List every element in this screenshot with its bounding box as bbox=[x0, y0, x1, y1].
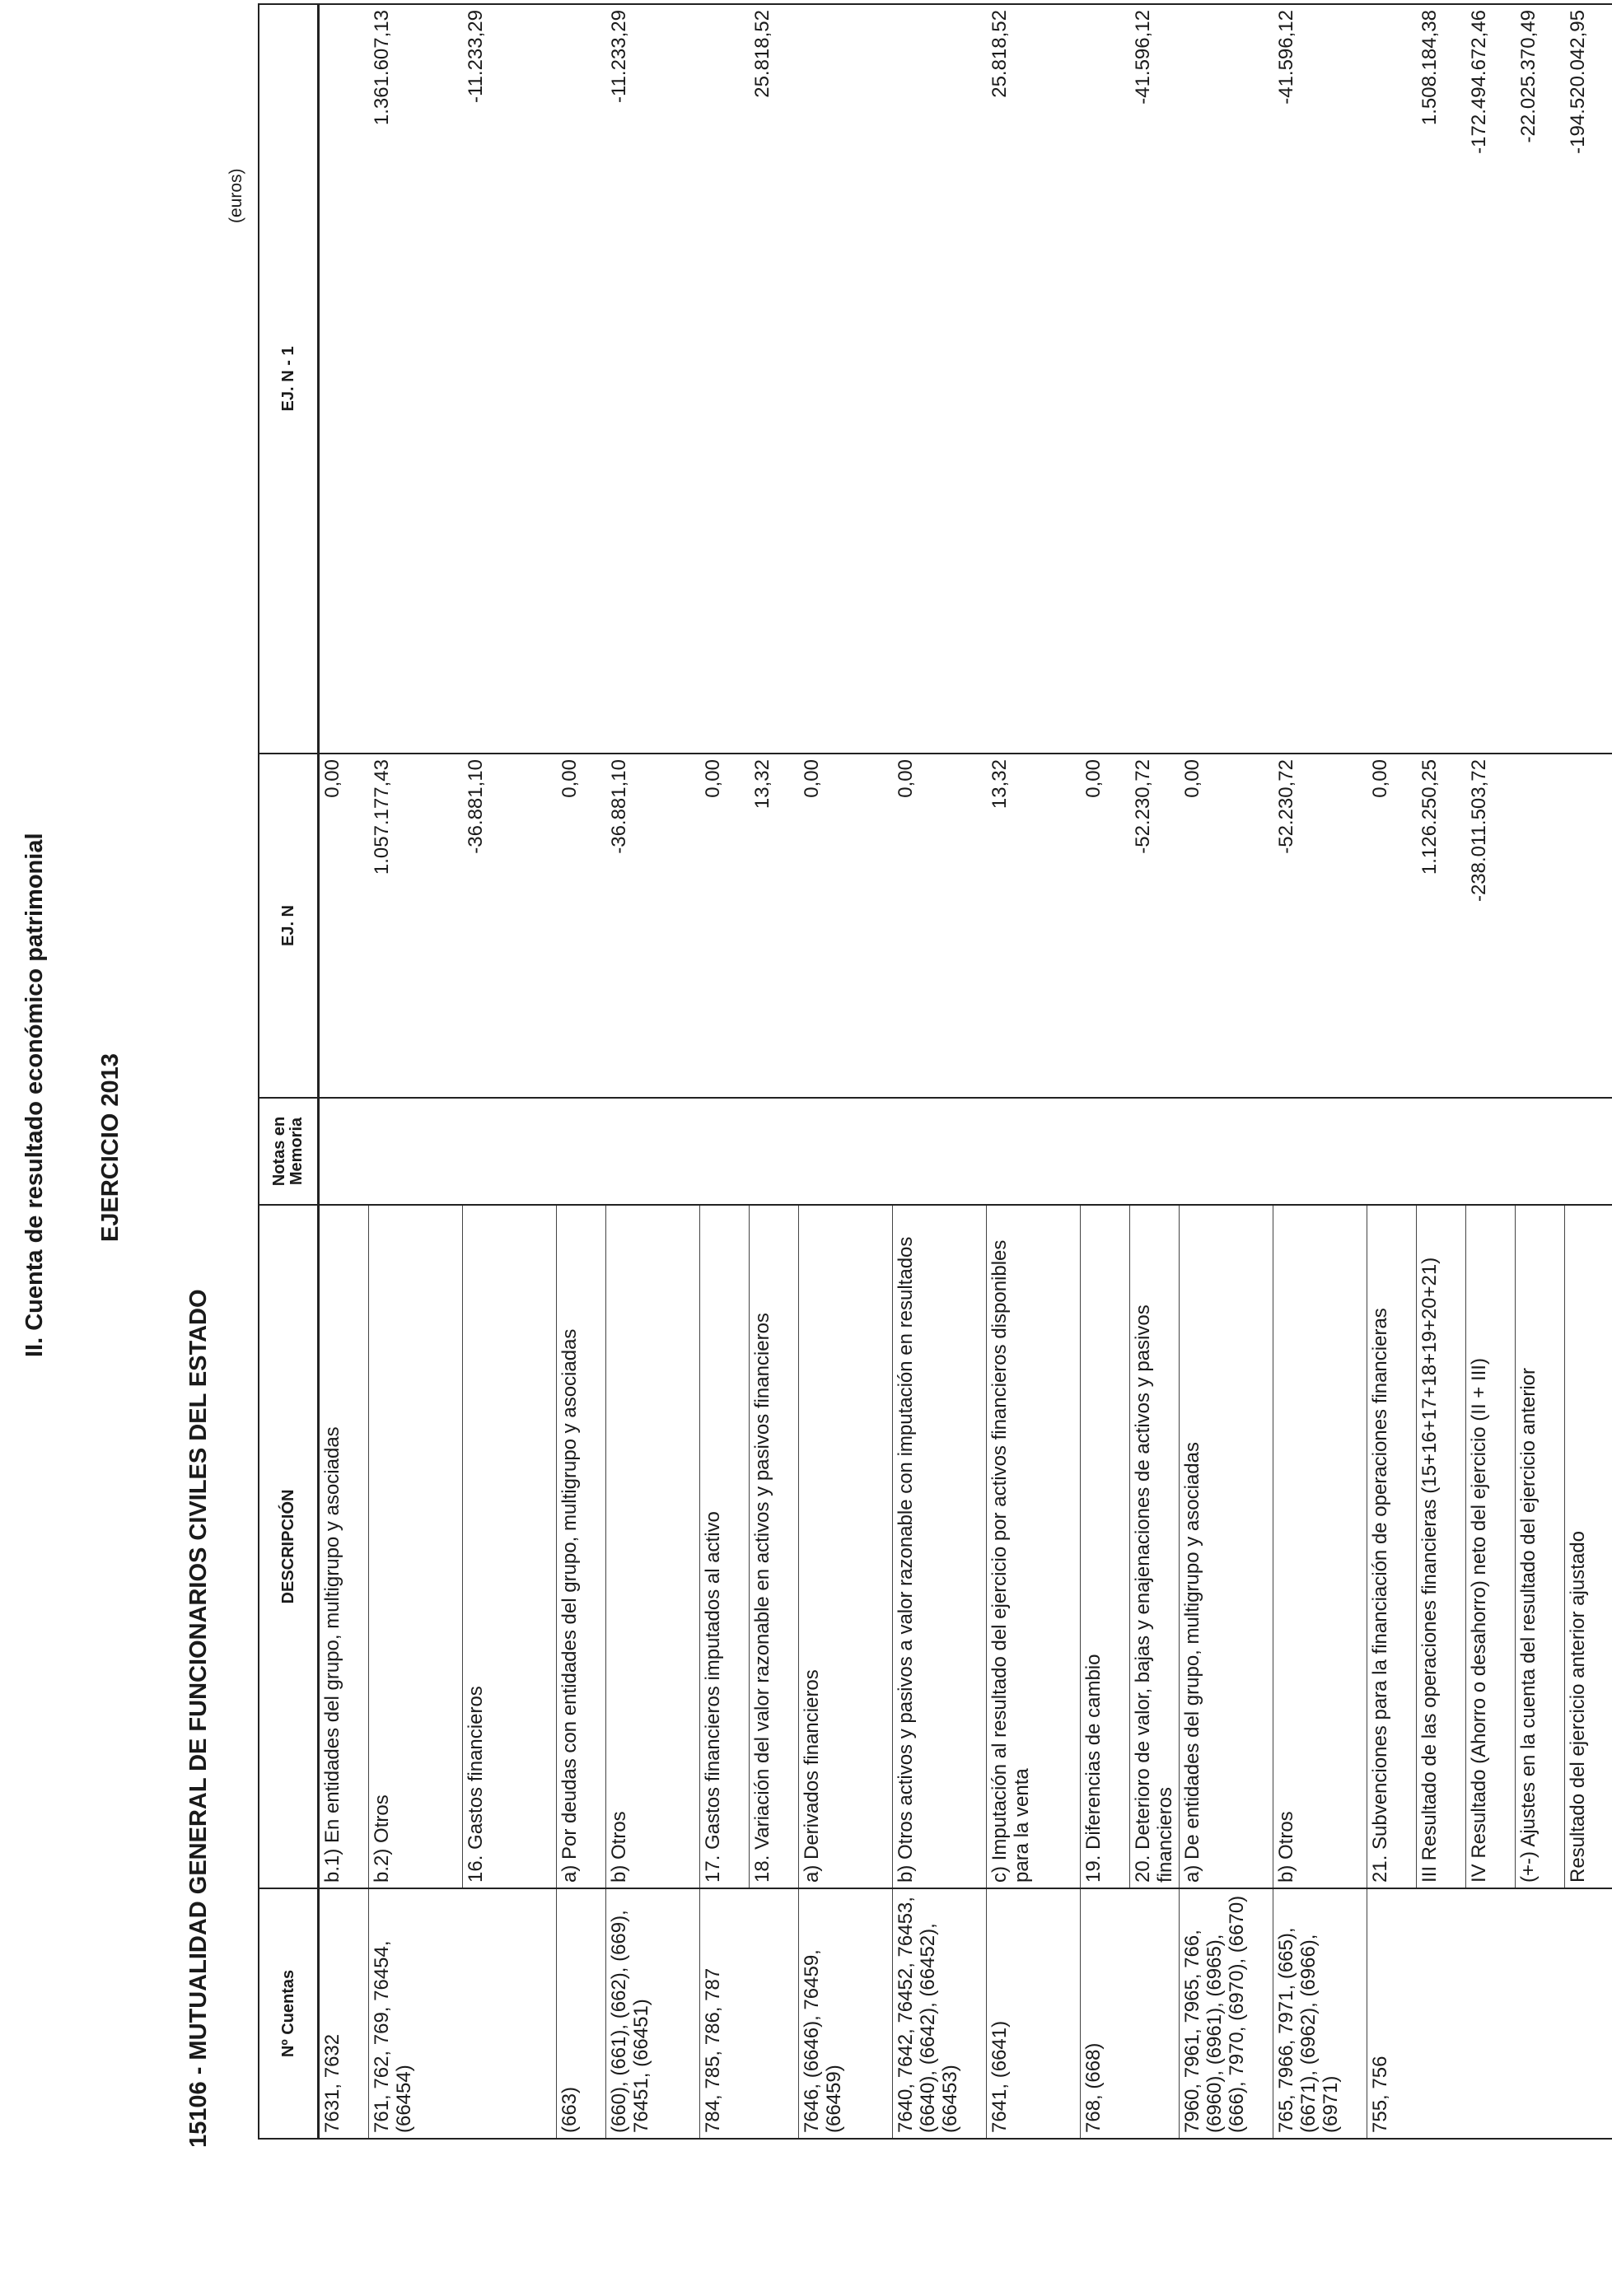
table-row bbox=[700, 4, 750, 2139]
row-description: (+-) Ajustes en la cuenta del resultado del ejercicio anterior bbox=[1516, 1205, 1565, 1888]
row-previous-value: -41.596,12 bbox=[1273, 4, 1367, 754]
row-accounts bbox=[1516, 1888, 1565, 2139]
row-accounts bbox=[1466, 1888, 1516, 2139]
row-notes bbox=[1367, 1098, 1417, 1205]
row-description: 16. Gastos financieros bbox=[463, 1205, 557, 1888]
row-current-value: -36.881,10 bbox=[606, 754, 700, 1098]
row-previous-value bbox=[1180, 4, 1273, 754]
row-description: a) Derivados financieros bbox=[799, 1205, 893, 1888]
row-description: 20. Deterioro de valor, bajas y enajenaciones de activos y pasivos financieros bbox=[1130, 1205, 1180, 1888]
section-title: II. Cuenta de resultado económico patrimonial bbox=[21, 833, 48, 1357]
row-current-value: 0,00 bbox=[1081, 754, 1130, 1098]
row-current-value: 13,32 bbox=[750, 754, 799, 1098]
row-accounts bbox=[1130, 1888, 1180, 2139]
row-previous-value: -22.025.370,49 bbox=[1516, 4, 1565, 754]
row-accounts: 755, 756 bbox=[1367, 1888, 1417, 2139]
row-notes bbox=[1516, 1098, 1565, 1205]
col-header-notes: Notas en Memoria bbox=[259, 1098, 319, 1205]
row-previous-value: -11.233,29 bbox=[606, 4, 700, 754]
table-row bbox=[799, 4, 893, 2139]
row-notes bbox=[750, 1098, 799, 1205]
table-row bbox=[606, 4, 700, 2139]
table-row bbox=[1273, 4, 1367, 2139]
row-notes bbox=[1130, 1098, 1180, 1205]
row-notes bbox=[557, 1098, 606, 1205]
row-accounts: 768, (668) bbox=[1081, 1888, 1130, 2139]
row-accounts: 7631, 7632 bbox=[319, 1888, 369, 2139]
row-current-value: 0,00 bbox=[700, 754, 750, 1098]
row-description: b) Otros bbox=[1273, 1205, 1367, 1888]
row-notes bbox=[463, 1098, 557, 1205]
row-description: b) Otros bbox=[606, 1205, 700, 1888]
row-previous-value: -172.494.672,46 bbox=[1466, 4, 1516, 754]
row-current-value: 0,00 bbox=[319, 754, 369, 1098]
row-description: c) Imputación al resultado del ejercicio por activos financieros disponibles para la venta bbox=[987, 1205, 1081, 1888]
row-previous-value bbox=[319, 4, 369, 754]
row-notes bbox=[1466, 1098, 1516, 1205]
row-notes bbox=[1273, 1098, 1367, 1205]
row-accounts: 7641, (6641) bbox=[987, 1888, 1081, 2139]
row-current-value bbox=[1565, 754, 1612, 1098]
row-notes bbox=[319, 1098, 369, 1205]
row-description: IV Resultado (Ahorro o desahorro) neto del ejercicio (II + III) bbox=[1466, 1205, 1516, 1888]
row-current-value: 0,00 bbox=[557, 754, 606, 1098]
results-table bbox=[258, 3, 1612, 2140]
table-row bbox=[987, 4, 1081, 2139]
table-row bbox=[1417, 4, 1466, 2139]
row-notes bbox=[1565, 1098, 1612, 1205]
row-current-value: 0,00 bbox=[893, 754, 987, 1098]
row-current-value: -36.881,10 bbox=[463, 754, 557, 1098]
row-previous-value bbox=[893, 4, 987, 754]
row-previous-value bbox=[557, 4, 606, 754]
row-description: Resultado del ejercicio anterior ajustado bbox=[1565, 1205, 1612, 1888]
row-current-value: 13,32 bbox=[987, 754, 1081, 1098]
table-row bbox=[1367, 4, 1417, 2139]
row-current-value: 1.126.250,25 bbox=[1417, 754, 1466, 1098]
table-row bbox=[1565, 4, 1612, 2139]
row-description: 19. Diferencias de cambio bbox=[1081, 1205, 1130, 1888]
row-current-value: -238.011.503,72 bbox=[1466, 754, 1516, 1098]
col-header-current: EJ. N bbox=[259, 754, 319, 1098]
row-accounts: 7646, (6646), 76459, (66459) bbox=[799, 1888, 893, 2139]
table-row bbox=[1466, 4, 1516, 2139]
col-header-previous: EJ. N - 1 bbox=[259, 4, 319, 754]
col-header-accounts: Nº Cuentas bbox=[259, 1888, 319, 2139]
row-current-value: -52.230,72 bbox=[1130, 754, 1180, 1098]
row-current-value bbox=[1516, 754, 1565, 1098]
row-accounts: 765, 7966, 7971, (665), (6671), (6962), (6966), (6971) bbox=[1273, 1888, 1367, 2139]
table-row bbox=[1130, 4, 1180, 2139]
row-description: b) Otros activos y pasivos a valor razonable con imputación en resultados bbox=[893, 1205, 987, 1888]
row-previous-value bbox=[799, 4, 893, 754]
units-label: (euros) bbox=[227, 168, 245, 223]
exercise-title: EJERCICIO 2013 bbox=[97, 1053, 124, 1242]
table-row bbox=[319, 4, 369, 2139]
row-accounts: 761, 762, 769, 76454, (66454) bbox=[369, 1888, 463, 2139]
col-header-description: DESCRIPCIÓN bbox=[259, 1205, 319, 1888]
row-description: 18. Variación del valor razonable en activos y pasivos financieros bbox=[750, 1205, 799, 1888]
row-notes bbox=[799, 1098, 893, 1205]
row-description: 17. Gastos financieros imputados al activo bbox=[700, 1205, 750, 1888]
row-current-value: 0,00 bbox=[799, 754, 893, 1098]
row-current-value: 1.057.177,43 bbox=[369, 754, 463, 1098]
row-accounts: 7640, 7642, 76452, 76453, (6640), (6642), (66452), (66453) bbox=[893, 1888, 987, 2139]
row-accounts: 784, 785, 786, 787 bbox=[700, 1888, 750, 2139]
row-description: a) Por deudas con entidades del grupo, multigrupo y asociadas bbox=[557, 1205, 606, 1888]
row-previous-value bbox=[1367, 4, 1417, 754]
row-notes bbox=[369, 1098, 463, 1205]
row-current-value: 0,00 bbox=[1367, 754, 1417, 1098]
table-row bbox=[1081, 4, 1130, 2139]
row-previous-value: 25.818,52 bbox=[987, 4, 1081, 754]
row-previous-value: 25.818,52 bbox=[750, 4, 799, 754]
row-accounts: 7960, 7961, 7965, 766, (6960), (6961), (6965), (666), 7970, (6970), (6670) bbox=[1180, 1888, 1273, 2139]
row-current-value: 0,00 bbox=[1180, 754, 1273, 1098]
row-notes bbox=[1180, 1098, 1273, 1205]
row-previous-value: 1.361.607,13 bbox=[369, 4, 463, 754]
table-body bbox=[319, 4, 1612, 2139]
row-description: a) De entidades del grupo, multigrupo y asociadas bbox=[1180, 1205, 1273, 1888]
table-row bbox=[557, 4, 606, 2139]
table-row bbox=[1180, 4, 1273, 2139]
row-notes bbox=[1081, 1098, 1130, 1205]
table-row bbox=[369, 4, 463, 2139]
row-accounts bbox=[750, 1888, 799, 2139]
row-description: b.1) En entidades del grupo, multigrupo y asociadas bbox=[319, 1205, 369, 1888]
row-accounts bbox=[1565, 1888, 1612, 2139]
table-row bbox=[893, 4, 987, 2139]
row-notes bbox=[700, 1098, 750, 1205]
row-current-value: -52.230,72 bbox=[1273, 754, 1367, 1098]
row-accounts: (663) bbox=[557, 1888, 606, 2139]
row-accounts: (660), (661), (662), (669), 76451, (66451) bbox=[606, 1888, 700, 2139]
row-notes bbox=[987, 1098, 1081, 1205]
table-row bbox=[1516, 4, 1565, 2139]
row-previous-value: -11.233,29 bbox=[463, 4, 557, 754]
row-previous-value: -41.596,12 bbox=[1130, 4, 1180, 754]
row-notes bbox=[893, 1098, 987, 1205]
row-description: III Resultado de las operaciones financieras (15+16+17+18+19+20+21) bbox=[1417, 1205, 1466, 1888]
row-previous-value: -194.520.042,95 bbox=[1565, 4, 1612, 754]
row-description: 21. Subvenciones para la financiación de operaciones financieras bbox=[1367, 1205, 1417, 1888]
table-row bbox=[750, 4, 799, 2139]
row-previous-value bbox=[700, 4, 750, 754]
row-notes bbox=[1417, 1098, 1466, 1205]
row-previous-value: 1.508.184,38 bbox=[1417, 4, 1466, 754]
row-accounts bbox=[463, 1888, 557, 2139]
row-previous-value bbox=[1081, 4, 1130, 754]
entity-title: 15106 - MUTUALIDAD GENERAL DE FUNCIONARIOS CIVILES DEL ESTADO bbox=[185, 1289, 212, 2148]
row-notes bbox=[606, 1098, 700, 1205]
row-accounts bbox=[1417, 1888, 1466, 2139]
table-row bbox=[463, 4, 557, 2139]
table-header-row bbox=[259, 4, 319, 2139]
row-description: b.2) Otros bbox=[369, 1205, 463, 1888]
